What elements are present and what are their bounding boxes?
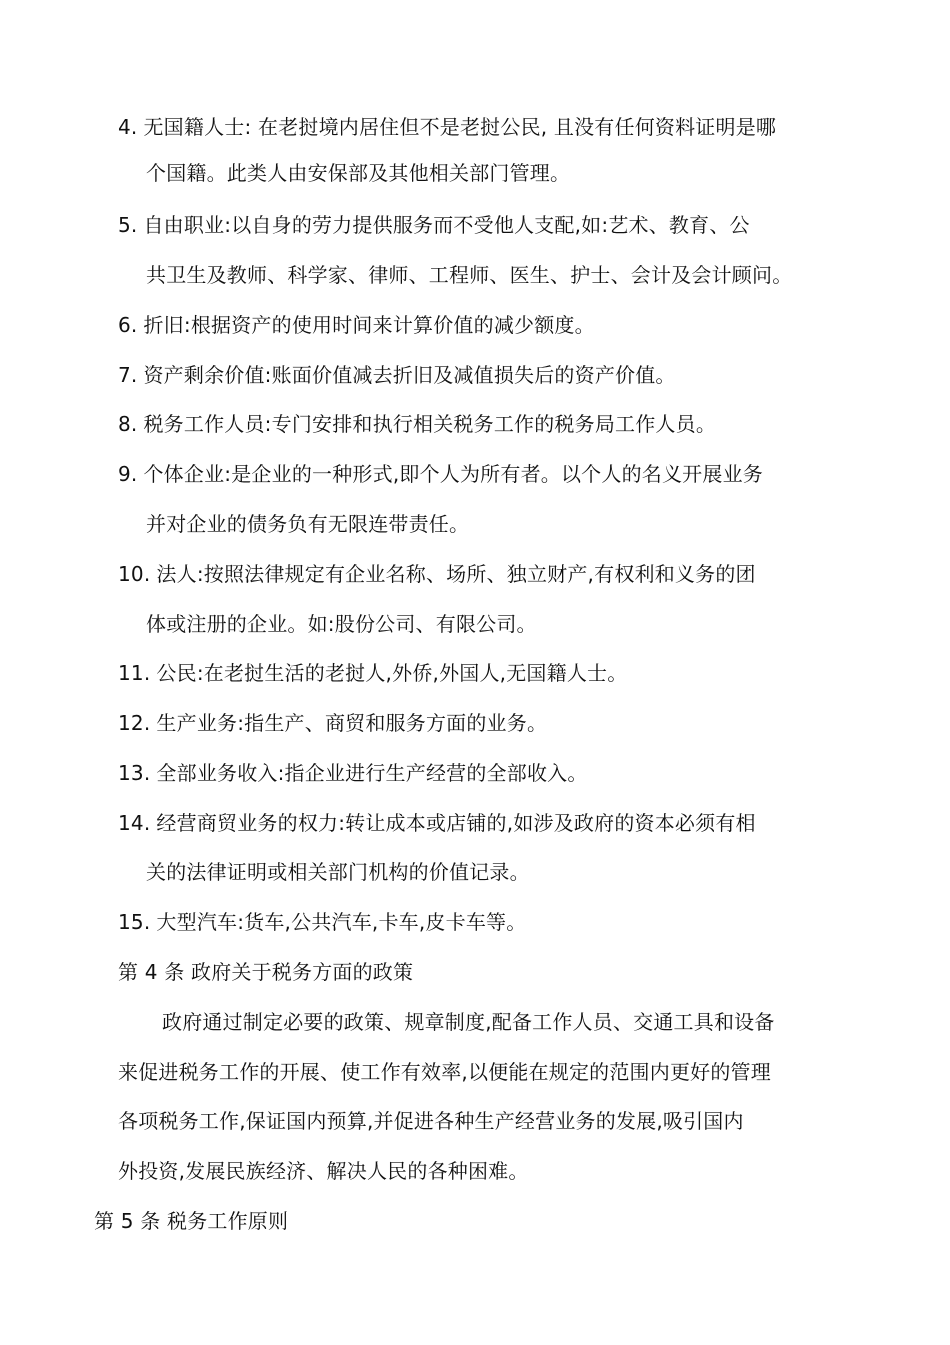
list-item-6 bbox=[118, 312, 595, 338]
item-number: 7. bbox=[118, 363, 138, 387]
list-item-14-continuation: 关的法律证明或相关部门机构的价值记录。 bbox=[146, 860, 530, 884]
list-item-14 bbox=[118, 810, 756, 836]
item-text: 法人:按照法律规定有企业名称、场所、独立财产,有权利和义务的团 bbox=[156, 562, 756, 586]
item-text: 税务工作人员:专门安排和执行相关税务工作的税务局工作人员。 bbox=[143, 412, 717, 436]
article-5-heading: 第 5 条 税务工作原则 bbox=[94, 1209, 289, 1233]
article-4-paragraph-line-2: 来促进税务工作的开展、使工作有效率,以便能在规定的范围内更好的管理 bbox=[118, 1060, 771, 1084]
item-number: 13. bbox=[118, 761, 151, 785]
item-text: 无国籍人士: 在老挝境内居住但不是老挝公民, 且没有任何资料证明是哪 bbox=[143, 115, 777, 139]
item-text: 自由职业:以自身的劳力提供服务而不受他人支配,如:艺术、教育、公 bbox=[143, 213, 750, 237]
item-text: 生产业务:指生产、商贸和服务方面的业务。 bbox=[156, 711, 548, 735]
item-number: 12. bbox=[118, 711, 151, 735]
item-number: 4. bbox=[118, 115, 138, 139]
item-text: 大型汽车:货车,公共汽车,卡车,皮卡车等。 bbox=[156, 910, 527, 934]
item-text: 资产剩余价值:账面价值减去折旧及减值损失后的资产价值。 bbox=[143, 363, 676, 387]
list-item-4 bbox=[118, 114, 776, 140]
item-number: 10. bbox=[118, 562, 151, 586]
list-item-10-continuation: 体或注册的企业。如:股份公司、有限公司。 bbox=[146, 612, 537, 636]
list-item-9 bbox=[118, 461, 763, 487]
item-text: 经营商贸业务的权力:转让成本或店铺的,如涉及政府的资本必须有相 bbox=[156, 811, 756, 835]
item-number: 11. bbox=[118, 661, 151, 685]
item-number: 14. bbox=[118, 811, 151, 835]
article-4-paragraph-line-1: 政府通过制定必要的政策、规章制度,配备工作人员、交通工具和设备 bbox=[162, 1010, 775, 1034]
item-number: 6. bbox=[118, 313, 138, 337]
item-number: 5. bbox=[118, 213, 138, 237]
list-item-7 bbox=[118, 362, 676, 388]
item-text: 折旧:根据资产的使用时间来计算价值的减少额度。 bbox=[143, 313, 595, 337]
item-number: 9. bbox=[118, 462, 138, 486]
article-4-paragraph-line-3: 各项税务工作,保证国内预算,并促进各种生产经营业务的发展,吸引国内 bbox=[118, 1109, 744, 1133]
list-item-8 bbox=[118, 411, 716, 437]
list-item-15 bbox=[118, 909, 526, 935]
item-text: 全部业务收入:指企业进行生产经营的全部收入。 bbox=[156, 761, 588, 785]
list-item-9-continuation: 并对企业的债务负有无限连带责任。 bbox=[146, 512, 470, 536]
item-text: 个体企业:是企业的一种形式,即个人为所有者。以个人的名义开展业务 bbox=[143, 462, 763, 486]
list-item-4-continuation: 个国籍。此类人由安保部及其他相关部门管理。 bbox=[146, 161, 571, 185]
list-item-12 bbox=[118, 710, 547, 736]
list-item-5-continuation: 共卫生及教师、科学家、律师、工程师、医生、护士、会计及会计顾问。 bbox=[146, 263, 793, 287]
list-item-11 bbox=[118, 660, 627, 686]
item-number: 8. bbox=[118, 412, 138, 436]
list-item-13 bbox=[118, 760, 588, 786]
article-4-paragraph-line-4: 外投资,发展民族经济、解决人民的各种困难。 bbox=[118, 1159, 529, 1183]
item-text: 公民:在老挝生活的老挝人,外侨,外国人,无国籍人士。 bbox=[156, 661, 628, 685]
list-item-10 bbox=[118, 561, 756, 587]
item-number: 15. bbox=[118, 910, 151, 934]
article-4-heading: 第 4 条 政府关于税务方面的政策 bbox=[118, 960, 414, 984]
list-item-5 bbox=[118, 212, 750, 238]
